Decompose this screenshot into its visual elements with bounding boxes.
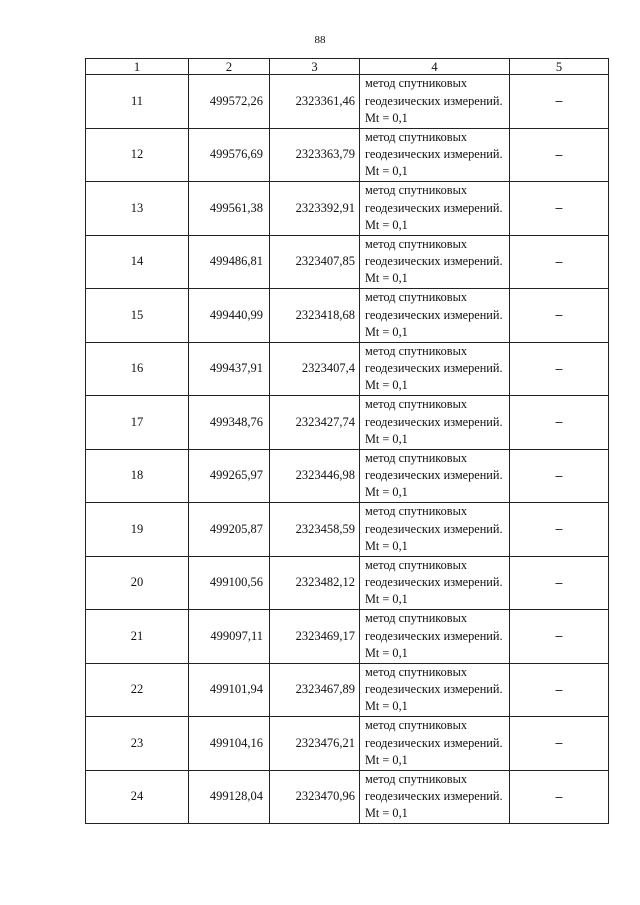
- y-coordinate-cell: 2323476,21: [270, 717, 360, 771]
- method-cell: метод спутниковых геодезических измерений. Mt = 0,1: [360, 610, 510, 664]
- table-row: [86, 770, 609, 824]
- y-coordinate-cell: 2323407,85: [270, 235, 360, 289]
- point-number-cell: 12: [86, 128, 189, 182]
- x-coordinate-cell: 499101,94: [189, 663, 270, 717]
- y-coordinate-cell: 2323470,96: [270, 770, 360, 824]
- x-coordinate-cell: 499128,04: [189, 770, 270, 824]
- table-row: [86, 75, 609, 129]
- table-row: [86, 396, 609, 450]
- x-coordinate-cell: 499100,56: [189, 556, 270, 610]
- y-coordinate-cell: 2323469,17: [270, 610, 360, 664]
- note-cell: –: [510, 717, 609, 771]
- point-number-cell: 15: [86, 289, 189, 343]
- note-cell: –: [510, 342, 609, 396]
- y-coordinate-cell: 2323418,68: [270, 289, 360, 343]
- point-number-cell: 22: [86, 663, 189, 717]
- column-header: 4: [360, 59, 510, 75]
- table-row: [86, 556, 609, 610]
- table-row: [86, 610, 609, 664]
- page-number: 88: [314, 34, 326, 46]
- method-cell: метод спутниковых геодезических измерений. Mt = 0,1: [360, 235, 510, 289]
- method-cell: метод спутниковых геодезических измерений. Mt = 0,1: [360, 396, 510, 450]
- point-number-cell: 19: [86, 503, 189, 557]
- table-row: [86, 235, 609, 289]
- method-cell: метод спутниковых геодезических измерений. Mt = 0,1: [360, 128, 510, 182]
- note-cell: –: [510, 235, 609, 289]
- method-cell: метод спутниковых геодезических измерений. Mt = 0,1: [360, 449, 510, 503]
- x-coordinate-cell: 499486,81: [189, 235, 270, 289]
- point-number-cell: 11: [86, 75, 189, 129]
- point-number-cell: 21: [86, 610, 189, 664]
- method-cell: метод спутниковых геодезических измерений. Mt = 0,1: [360, 503, 510, 557]
- x-coordinate-cell: 499104,16: [189, 717, 270, 771]
- note-cell: –: [510, 289, 609, 343]
- method-cell: метод спутниковых геодезических измерений. Mt = 0,1: [360, 663, 510, 717]
- method-cell: метод спутниковых геодезических измерений. Mt = 0,1: [360, 75, 510, 129]
- table-row: [86, 717, 609, 771]
- x-coordinate-cell: 499205,87: [189, 503, 270, 557]
- table-row: [86, 663, 609, 717]
- method-cell: метод спутниковых геодезических измерений. Mt = 0,1: [360, 182, 510, 236]
- point-number-cell: 24: [86, 770, 189, 824]
- point-number-cell: 17: [86, 396, 189, 450]
- method-cell: метод спутниковых геодезических измерений. Mt = 0,1: [360, 770, 510, 824]
- column-header: 2: [189, 59, 270, 75]
- table-row: [86, 182, 609, 236]
- note-cell: –: [510, 610, 609, 664]
- x-coordinate-cell: 499437,91: [189, 342, 270, 396]
- point-number-cell: 14: [86, 235, 189, 289]
- note-cell: –: [510, 396, 609, 450]
- y-coordinate-cell: 2323427,74: [270, 396, 360, 450]
- y-coordinate-cell: 2323361,46: [270, 75, 360, 129]
- note-cell: –: [510, 503, 609, 557]
- column-header: 1: [86, 59, 189, 75]
- x-coordinate-cell: 499097,11: [189, 610, 270, 664]
- table-row: [86, 342, 609, 396]
- point-number-cell: 23: [86, 717, 189, 771]
- note-cell: –: [510, 128, 609, 182]
- point-number-cell: 18: [86, 449, 189, 503]
- column-header: 3: [270, 59, 360, 75]
- coordinates-table: [85, 58, 609, 824]
- x-coordinate-cell: 499576,69: [189, 128, 270, 182]
- x-coordinate-cell: 499265,97: [189, 449, 270, 503]
- table-row: [86, 503, 609, 557]
- note-cell: –: [510, 663, 609, 717]
- method-cell: метод спутниковых геодезических измерений. Mt = 0,1: [360, 717, 510, 771]
- point-number-cell: 20: [86, 556, 189, 610]
- y-coordinate-cell: 2323392,91: [270, 182, 360, 236]
- y-coordinate-cell: 2323407,4: [270, 342, 360, 396]
- method-cell: метод спутниковых геодезических измерений. Mt = 0,1: [360, 342, 510, 396]
- note-cell: –: [510, 770, 609, 824]
- table-header-row: [86, 59, 609, 75]
- y-coordinate-cell: 2323467,89: [270, 663, 360, 717]
- table-body: [86, 75, 609, 824]
- x-coordinate-cell: 499572,26: [189, 75, 270, 129]
- x-coordinate-cell: 499440,99: [189, 289, 270, 343]
- note-cell: –: [510, 75, 609, 129]
- note-cell: –: [510, 182, 609, 236]
- method-cell: метод спутниковых геодезических измерений. Mt = 0,1: [360, 556, 510, 610]
- point-number-cell: 13: [86, 182, 189, 236]
- table-row: [86, 128, 609, 182]
- y-coordinate-cell: 2323482,12: [270, 556, 360, 610]
- table-row: [86, 289, 609, 343]
- y-coordinate-cell: 2323446,98: [270, 449, 360, 503]
- point-number-cell: 16: [86, 342, 189, 396]
- column-header: 5: [510, 59, 609, 75]
- x-coordinate-cell: 499348,76: [189, 396, 270, 450]
- note-cell: –: [510, 449, 609, 503]
- x-coordinate-cell: 499561,38: [189, 182, 270, 236]
- y-coordinate-cell: 2323363,79: [270, 128, 360, 182]
- y-coordinate-cell: 2323458,59: [270, 503, 360, 557]
- method-cell: метод спутниковых геодезических измерений. Mt = 0,1: [360, 289, 510, 343]
- note-cell: –: [510, 556, 609, 610]
- table-row: [86, 449, 609, 503]
